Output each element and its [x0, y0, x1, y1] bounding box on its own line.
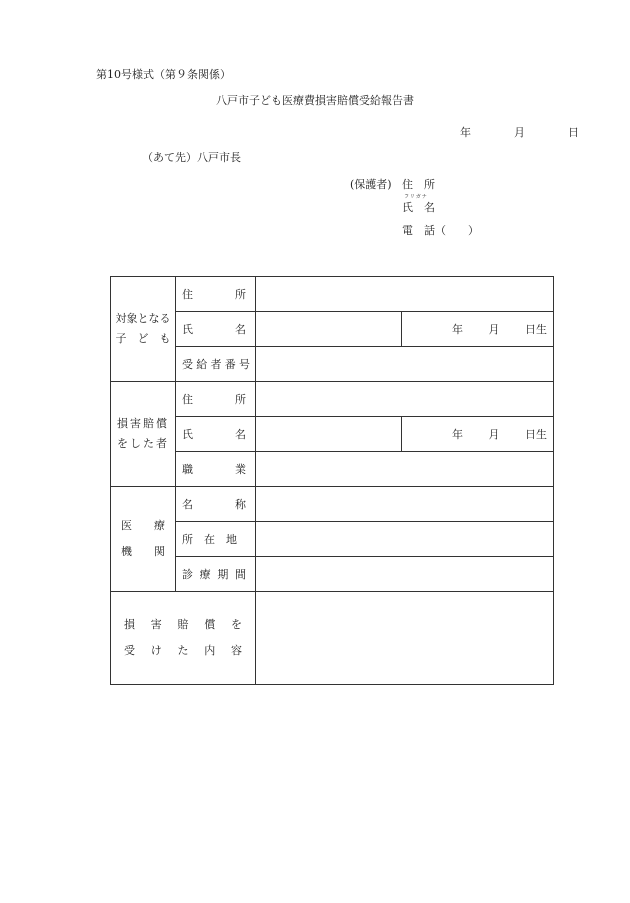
- damager-address-field[interactable]: [256, 382, 554, 417]
- date-year-label: 年: [460, 126, 471, 139]
- damage-content-label: 損 害 賠 償 を 受 け た 内 容: [111, 592, 256, 685]
- damager-group-label: 損害賠償 をした者: [111, 382, 176, 487]
- institution-name-label: 名 称: [176, 487, 256, 522]
- report-form-table: [110, 276, 554, 685]
- guardian-address-label: 住 所: [402, 178, 435, 191]
- medical-institution-group-label: 医 療 機 関: [111, 487, 176, 592]
- damager-address-label: 住 所: [176, 382, 256, 417]
- child-name-label: 氏 名: [176, 312, 256, 347]
- guardian-phone-label: 電 話（ ）: [402, 224, 479, 237]
- institution-name-field[interactable]: [256, 487, 554, 522]
- damage-content-field[interactable]: [256, 592, 554, 685]
- date-day-label: 日: [568, 126, 579, 139]
- guardian-name-label: 氏 名: [402, 201, 435, 214]
- child-recipient-number-label: 受 給 者 番 号: [176, 347, 256, 382]
- report-date: [460, 124, 579, 140]
- addressee: （あて先）八戸市長: [142, 151, 241, 164]
- damager-birthdate-field[interactable]: 年 月 日生: [402, 417, 554, 452]
- form-number: 第10号様式（第９条関係）: [96, 68, 231, 81]
- child-group-label: 対象となる 子 ど も: [111, 277, 176, 382]
- damager-name-field[interactable]: [256, 417, 402, 452]
- child-address-label: 住 所: [176, 277, 256, 312]
- child-address-field[interactable]: [256, 277, 554, 312]
- damager-occupation-label: 職 業: [176, 452, 256, 487]
- child-name-field[interactable]: [256, 312, 402, 347]
- guardian-furigana: フリガナ: [404, 194, 428, 200]
- child-recipient-number-field[interactable]: [256, 347, 554, 382]
- damager-occupation-field[interactable]: [256, 452, 554, 487]
- guardian-label: (保護者): [350, 178, 392, 191]
- document-title: 八戸市子ども医療費損害賠償受給報告書: [216, 94, 414, 107]
- date-month-label: 月: [514, 126, 525, 139]
- damager-name-label: 氏 名: [176, 417, 256, 452]
- treatment-period-field[interactable]: [256, 557, 554, 592]
- child-birthdate-field[interactable]: 年 月 日生: [402, 312, 554, 347]
- institution-location-label: 所 在 地: [176, 522, 256, 557]
- institution-location-field[interactable]: [256, 522, 554, 557]
- treatment-period-label: 診 療 期 間: [176, 557, 256, 592]
